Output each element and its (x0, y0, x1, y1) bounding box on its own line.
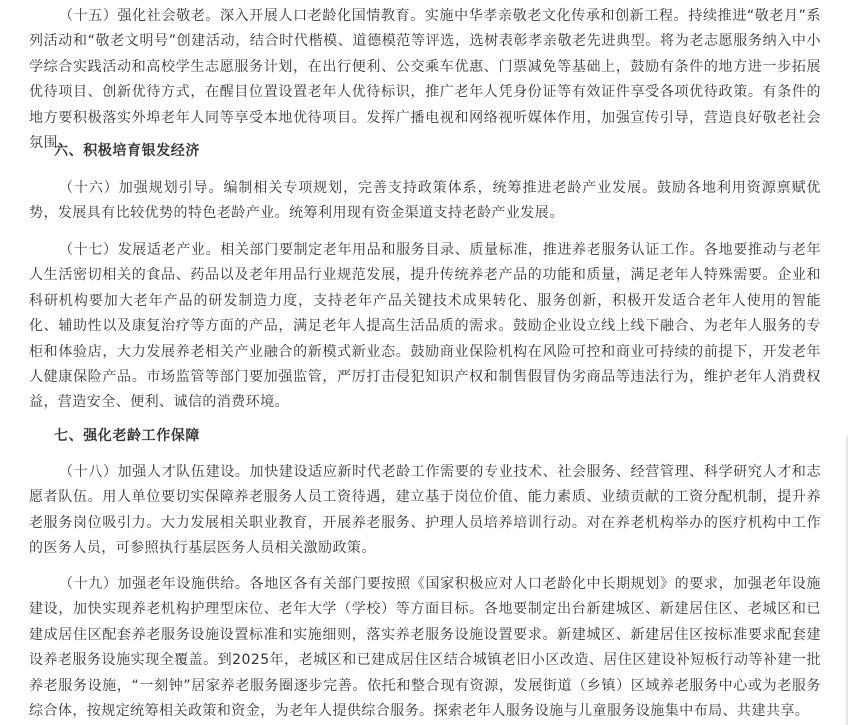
paragraph-18: （十八）加强人才队伍建设。加快建设适应新时代老龄工作需要的专业技术、社会服务、经营管理、科学研究人才和志愿者队伍。用人单位要切实保障养老服务人员工资待遇，建立基于岗位价值、能力素质、业绩贡献的工资分配机制，提升养老服务岗位吸引力。大力发展相关职业教育，开展养老服务、护理人员培养培训行动。对在养老机构举办的医疗机构中工作的医务人员，可参照执行基层医务人员相关激励政策。 (29, 464, 821, 557)
paragraph-19: （十九）加强老年设施供给。各地区各有关部门要按照《国家积极应对人口老龄化中长期规划》的要求，加强老年设施建设，加快实现养老机构护理型床位、老年大学（学校）等方面目标。各地要制定出台新建城区、新建居住区、老城区和已建成居住区配套养老服务设施设置标准和实施细则，落实养老服务设施设置要求。新建城区、新建居住区按标准要求配套建设养老服务设施实现全覆盖。到2025年，老城区和已建成居住区结合城镇老旧小区改造、居住区建设补短板行动等补建一批养老服务设施，“一刻钟”居家养老服务圈逐步完善。依托和整合现有资源，发展街道（乡镇）区域养老服务中心或为老服务综合体，按规定统筹相关政策和资金，为老年人提供综合服务。探索老年人服务设施与儿童服务设施集中布局、共建共享。 (29, 576, 821, 720)
section-heading-6: 六、积极培育银发经济 (54, 143, 200, 159)
section-heading-7: 七、强化老龄工作保障 (54, 428, 200, 444)
paragraph-17: （十七）发展适老产业。相关部门要制定老年用品和服务目录、质量标准，推进养老服务认证工作。各地要推动与老年人生活密切相关的食品、药品以及老年用品行业规范发展，提升传统养老产品的功能和质量，满足老年人特殊需要。企业和科研机构要加大老年产品的研发制造力度，支持老年产品关键技术成果转化、服务创新，积极开发适合老年人使用的智能化、辅助性以及康复治疗等方面的产品，满足老年人提高生活品质的需求。鼓励企业设立线上线下融合、为老年人服务的专柜和体验店，大力发展养老相关产业融合的新模式新业态。鼓励商业保险机构在风险可控和商业可持续的前提下，开发老年人健康保险产品。市场监管等部门要加强监管，严厉打击侵犯知识产权和制售假冒伪劣商品等违法行为，维护老年人消费权益，营造安全、便利、诚信的消费环境。 (29, 242, 821, 411)
paragraph-15: （十五）强化社会敬老。深入开展人口老龄化国情教育。实施中华孝亲敬老文化传承和创新工程。持续推进“敬老月”系列活动和“敬老文明号”创建活动，结合时代楷模、道德模范等评选，选树表彰孝亲敬老先进典型。将为老志愿服务纳入中小学综合实践活动和高校学生志愿服务计划，在出行便利、公交乘车优惠、门票减免等基础上，鼓励有条件的地方进一步拓展优待项目、创新优待方式，在醒目位置设置老年人优待标识，推广老年人凭身份证等有效证件享受各项优待政策。有条件的地方要积极落实外埠老年人同等享受本地优待项目。发挥广播电视和网络视听媒体作用，加强宣传引导，营造良好敬老社会氛围。 (29, 8, 821, 152)
paragraph-16: （十六）加强规划引导。编制相关专项规划，完善支持政策体系，统筹推进老龄产业发展。鼓励各地利用资源禀赋优势，发展具有比较优势的特色老龄产业。统筹利用现有资金渠道支持老龄产业发展。 (29, 180, 821, 222)
